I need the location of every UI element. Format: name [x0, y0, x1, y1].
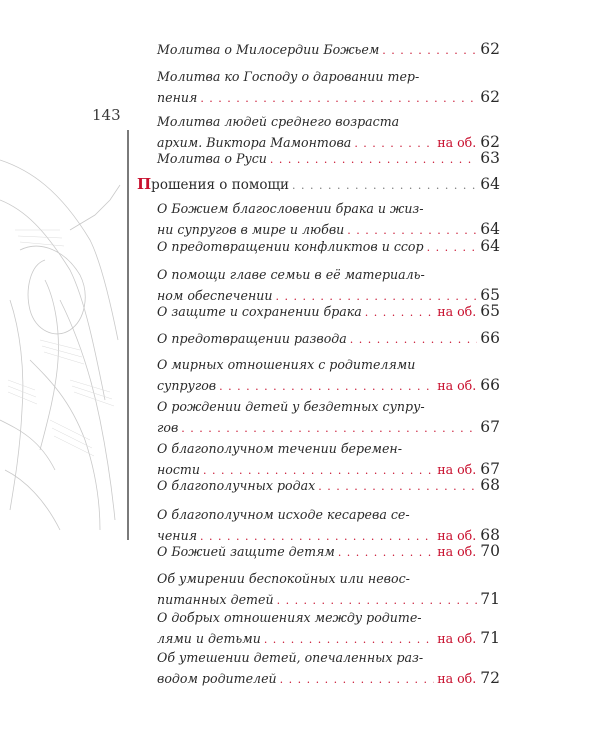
toc-entry-page: 65 — [480, 302, 500, 320]
toc-entry-page: 65 — [480, 286, 500, 304]
toc-entry-title: водом родителей — [157, 671, 277, 686]
toc-entry-title: гов — [157, 420, 179, 435]
toc-entry-title: пения — [157, 90, 198, 105]
vertical-rule — [127, 130, 129, 540]
leader-dots — [382, 41, 477, 61]
toc-entry-page: 68 — [480, 526, 500, 544]
on-cover-label: на об. — [437, 304, 477, 319]
toc-entry-title: Молитва людей среднего возраста — [157, 114, 400, 129]
toc-entry[interactable] — [157, 541, 500, 563]
toc-entry-title: О благополучных родах — [157, 478, 316, 493]
toc-entry-title: О рождении детей у бездетных супру- — [157, 399, 425, 414]
toc-entry-page: 71 — [480, 629, 500, 647]
on-cover-label: на об. — [437, 671, 477, 686]
toc-entry[interactable] — [157, 199, 500, 241]
leader-dots — [181, 419, 477, 439]
toc-entry-title: чения — [157, 528, 198, 543]
leader-dots — [280, 670, 435, 690]
toc-entry-title: ности — [157, 462, 200, 477]
leader-dots — [350, 330, 477, 350]
leader-dots — [338, 543, 434, 563]
section-heading[interactable] — [137, 174, 500, 196]
toc-entry-title: О Божией защите детям — [157, 544, 335, 559]
on-cover-label: на об. — [437, 544, 477, 559]
toc-entry-title: ном обеспечении — [157, 288, 273, 303]
toc-entry[interactable] — [157, 301, 500, 323]
toc-entry-title: О защите и сохранении брака — [157, 304, 362, 319]
toc-entry[interactable] — [157, 355, 500, 397]
toc-entry-title: О добрых отношениях между родите- — [157, 610, 422, 625]
leader-dots — [427, 238, 478, 258]
toc-entry-page: 67 — [480, 418, 500, 436]
toc-entry-title: архим. Виктора Мамонтова — [157, 135, 352, 150]
toc-entry-page: 70 — [480, 542, 500, 560]
toc-entry-page: 66 — [480, 376, 500, 394]
leader-dots — [264, 630, 434, 650]
toc-entry[interactable] — [157, 39, 500, 61]
toc-entry-title: О благополучном течении беремен- — [157, 441, 402, 456]
toc-entry[interactable] — [157, 397, 500, 439]
on-cover-label: на об. — [437, 462, 477, 477]
toc-entry-page: 72 — [480, 669, 500, 687]
leader-dots — [365, 303, 434, 323]
toc-entry[interactable] — [157, 67, 500, 109]
toc-entry-title: О помощи главе семьи в её материаль- — [157, 267, 425, 282]
page-number: 143 — [92, 106, 121, 124]
toc-entry[interactable] — [157, 475, 500, 497]
toc-entry[interactable] — [157, 608, 500, 650]
toc-entry-title: О предотвращении конфликтов и ссор — [157, 239, 424, 254]
toc-entry-page: 62 — [480, 133, 500, 151]
toc-entry-title: ни супругов в мире и любви — [157, 222, 345, 237]
toc-entry-page: 67 — [480, 460, 500, 478]
drop-letter: П — [137, 175, 152, 193]
leader-dots — [270, 150, 477, 170]
toc-entry-page: 68 — [480, 476, 500, 494]
toc-entry-title: Молитва о Милосердии Божьем — [157, 42, 380, 57]
on-cover-label: на об. — [437, 631, 477, 646]
section-title — [137, 174, 289, 195]
toc-entry-page: 62 — [480, 40, 500, 58]
leader-dots — [318, 477, 477, 497]
toc-entry-title: О мирных отношениях с родителями — [157, 357, 416, 372]
toc-entry-title: Об утешении детей, опечаленных раз- — [157, 650, 424, 665]
section-page: 64 — [480, 175, 500, 193]
toc-entry-title: О предотвращении развода — [157, 331, 347, 346]
toc-entry[interactable] — [157, 648, 500, 690]
toc-entry-title: лями и детьми — [157, 631, 261, 646]
toc-entry-title: Молитва о Руси — [157, 151, 267, 166]
toc-entry-page: 71 — [480, 590, 500, 608]
toc-entry-page: 62 — [480, 88, 500, 106]
toc-entry-page: 63 — [480, 149, 500, 167]
toc-entry[interactable] — [157, 328, 500, 350]
toc-entry-title: Об умирении беспокойных или невос- — [157, 571, 410, 586]
on-cover-label: на об. — [437, 135, 477, 150]
toc-entry-title: супругов — [157, 378, 217, 393]
toc-entry-title: Молитва ко Господу о даровании тер- — [157, 69, 420, 84]
leader-dots — [200, 89, 477, 109]
section-title-text: рошения о помощи — [151, 177, 290, 193]
toc-entry-title: О Божием благословении брака и жиз- — [157, 201, 424, 216]
toc-entry-title: питанных детей — [157, 592, 274, 607]
on-cover-label: на об. — [437, 378, 477, 393]
toc-entry[interactable] — [157, 148, 500, 170]
toc-entry-title: О благополучном исходе кесарева се- — [157, 507, 410, 522]
toc-entry[interactable] — [157, 236, 500, 258]
on-cover-label: на об. — [437, 528, 477, 543]
toc-entry[interactable] — [157, 569, 500, 611]
toc-entry-page: 66 — [480, 329, 500, 347]
leader-dots — [292, 176, 477, 196]
toc-entry-page: 64 — [480, 220, 500, 238]
toc-entry-page: 64 — [480, 237, 500, 255]
leader-dots — [219, 377, 434, 397]
